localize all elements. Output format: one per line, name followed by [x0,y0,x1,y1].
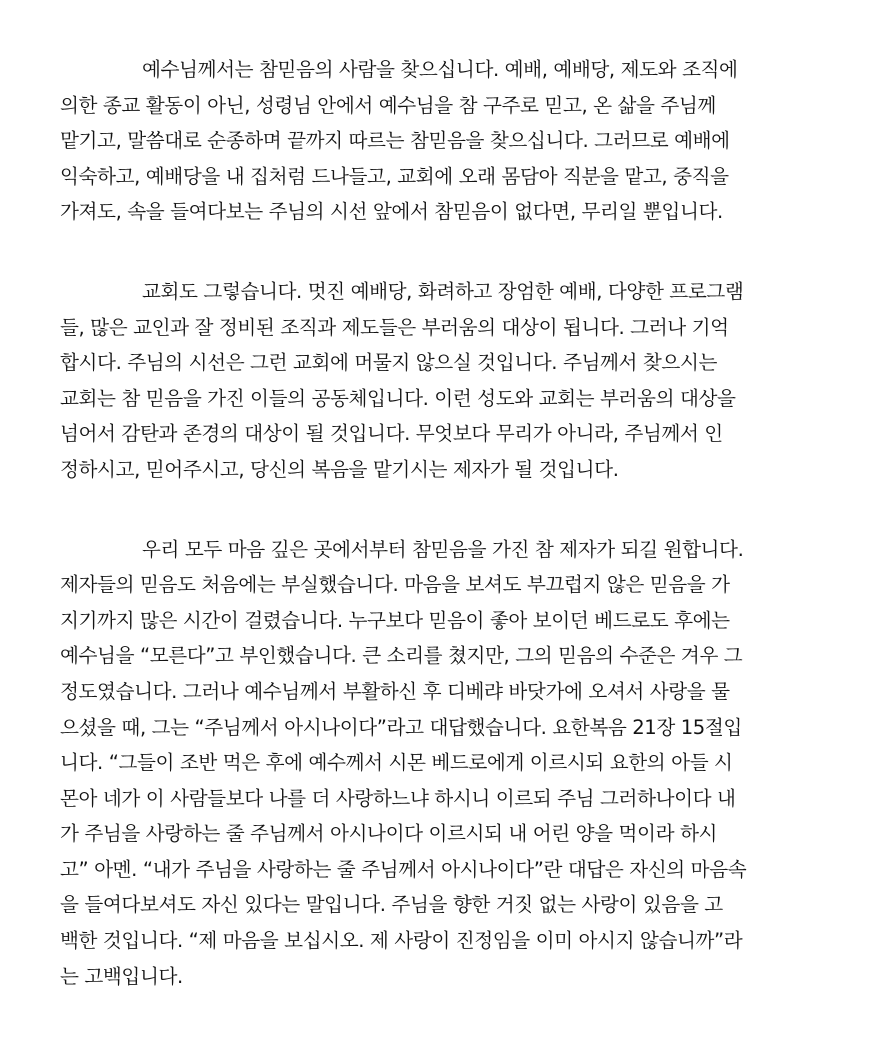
text-line: 고” 아멘. “내가 주님을 사랑하는 줄 주님께서 아시나이다”란 대답은 자신의 마음속 [60,857,747,881]
text-line: 제자들의 믿음도 처음에는 부실했습니다. 마음을 보셔도 부끄럽지 않은 믿음을 가 [60,573,730,597]
text-line: 정하시고, 믿어주시고, 당신의 복음을 맡기시는 제자가 될 것입니다. [60,457,619,481]
paragraph-1 [60,52,816,230]
paragraph-3 [60,532,816,995]
text-line: 예수님을 “모른다”고 부인했습니다. 큰 소리를 쳤지만, 그의 믿음의 수준은 겨우 그 [60,644,743,668]
text-line: 우리 모두 마음 깊은 곳에서부터 참믿음을 가진 참 제자가 되길 원합니다. [142,537,744,561]
paragraph-2 [60,274,816,488]
text-line: 몬아 네가 이 사람들보다 나를 더 사랑하느냐 하시니 이르되 주님 그러하나이다 내 [60,786,736,810]
text-line: 가 주님을 사랑하는 줄 주님께서 아시나이다 이르시되 내 어린 양을 먹이라 하시 [60,822,717,846]
text-line: 니다. “그들이 조반 먹은 후에 예수께서 시몬 베드로에게 이르시되 요한의 아들 시 [60,751,733,775]
text-line: 익숙하고, 예배당을 내 집처럼 드나들고, 교회에 오래 몸담아 직분을 맡고, 중직을 [60,164,729,188]
text-line: 을 들여다보셔도 자신 있다는 말입니다. 주님을 향한 거짓 없는 사랑이 있음을 고 [60,893,723,917]
text-line: 지기까지 많은 시간이 걸렸습니다. 누구보다 믿음이 좋아 보이던 베드로도 후에는 [60,608,730,632]
text-line: 가져도, 속을 들여다보는 주님의 시선 앞에서 참믿음이 없다면, 무리일 뿐입니다. [60,200,723,224]
text-line: 는 고백입니다. [60,964,183,988]
document-page [60,52,816,994]
text-line: 교회도 그렇습니다. 멋진 예배당, 화려하고 장엄한 예배, 다양한 프로그램 [142,279,744,303]
text-line: 예수님께서는 참믿음의 사람을 찾으십니다. 예배, 예배당, 제도와 조직에 [142,58,738,81]
text-line: 들, 많은 교인과 잘 정비된 조직과 제도들은 부러움의 대상이 됩니다. 그러나 기억 [60,315,729,339]
text-line: 넘어서 감탄과 존경의 대상이 될 것입니다. 무엇보다 무리가 아니라, 주님께서 인 [60,422,723,446]
text-line: 으셨을 때, 그는 “주님께서 아시나이다”라고 대답했습니다. 요한복음 21장 15절입 [60,715,742,739]
text-line: 정도였습니다. 그러나 예수님께서 부활하신 후 디베랴 바닷가에 오셔서 사랑을 물 [60,679,730,703]
text-line: 의한 종교 활동이 아닌, 성령님 안에서 예수님을 참 구주로 믿고, 온 삶을 주님께 [60,93,716,117]
text-line: 맡기고, 말씀대로 순종하며 끝까지 따르는 참믿음을 찾으십니다. 그러므로 예배에 [60,129,730,153]
text-line: 백한 것입니다. “제 마음을 보십시오. 제 사랑이 진정임을 이미 아시지 않습니까”라 [60,929,743,953]
text-line: 교회는 참 믿음을 가진 이들의 공동체입니다. 이런 성도와 교회는 부러움의 대상을 [60,386,736,410]
text-line: 합시다. 주님의 시선은 그런 교회에 머물지 않으실 것입니다. 주님께서 찾으시는 [60,351,717,375]
